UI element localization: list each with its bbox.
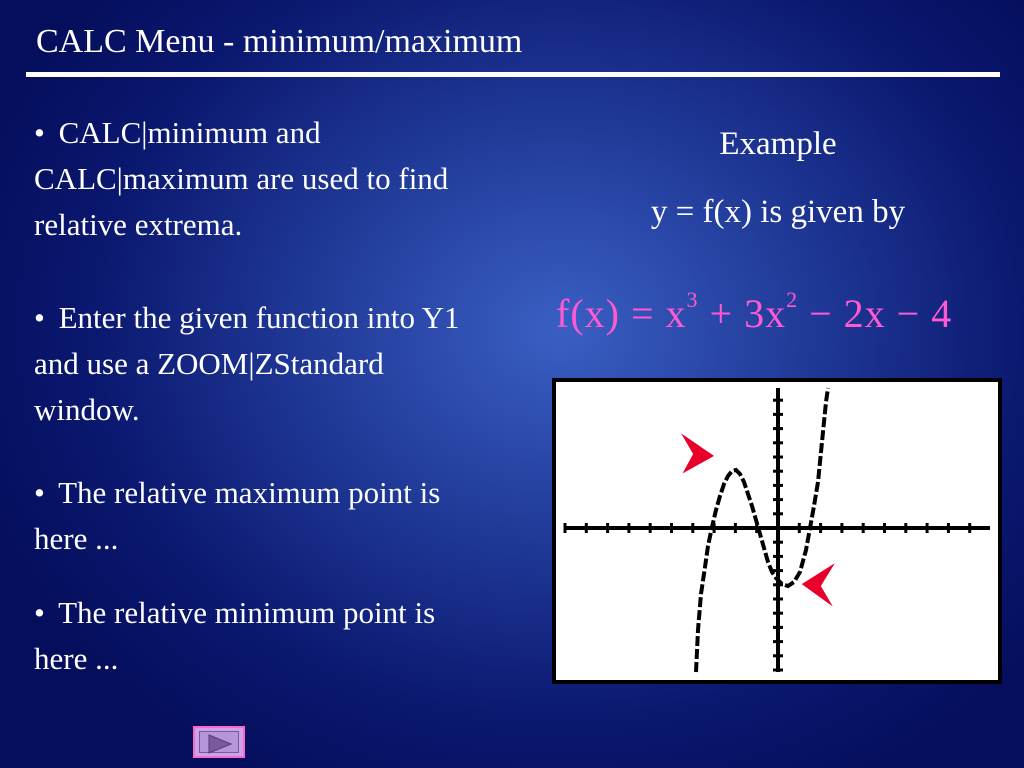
formula-mid: + 3x [698,291,787,336]
bullet-text: Enter the given function into Y1 and use a ZOOM|ZStandard window. [34,300,460,427]
bullet-dot: • [34,475,45,510]
slide-title: CALC Menu - minimum/maximum [36,23,523,60]
bullet-text: The relative minimum point is here ... [34,595,436,676]
graph-plot [556,382,998,680]
bullet-enter-function [34,295,494,433]
axis-ticks [565,400,970,670]
bullet-dot: • [34,300,45,335]
bullet-dot: • [34,595,45,630]
bullet-text: The relative maximum point is here ... [34,475,441,556]
arrow-pointer-icon [800,560,838,610]
bullet-relative-minimum [34,590,494,682]
arrow-pointer-icon [678,430,716,476]
example-subtitle: y = f(x) is given by [650,194,906,230]
bullet-calc-usage [34,110,494,248]
next-slide-button[interactable] [193,726,245,758]
bullet-relative-maximum [34,470,494,562]
function-formula [556,275,1006,339]
bullet-dot: • [34,115,45,150]
formula-lhs: f(x) = x [556,291,687,336]
formula-rhs: − 2x − 4 [798,291,953,336]
bullet-text: CALC|minimum and CALC|maximum are used to find relative extrema. [34,115,449,242]
play-next-icon [205,733,235,755]
calculator-graph-screen [552,378,1002,684]
title-divider [26,72,1000,77]
example-heading: Example [719,126,837,162]
formula-exponent-3: 3 [686,287,699,312]
formula-exponent-2: 2 [786,287,799,312]
